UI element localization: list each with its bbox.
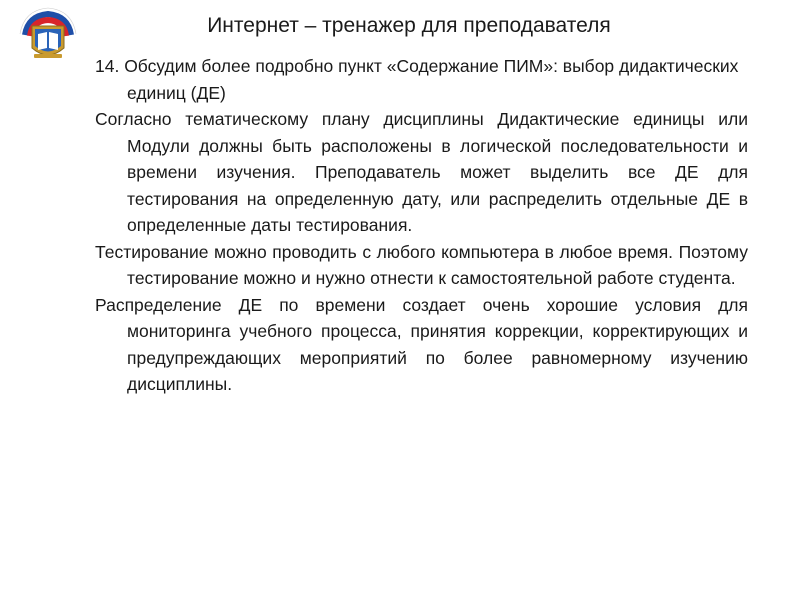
slide-body <box>95 53 748 398</box>
slide-title: Интернет – тренажер для преподавателя <box>207 14 611 37</box>
paragraph-distribution: Распределение ДЕ по времени создает очень хорошие условия для мониторинга учебного процесса, принятия коррекции, корректирующих и предупреждающих мероприятий по более равномерному изучению дисциплины. <box>95 294 748 394</box>
paragraph-item-14: 14. Обсудим более подробно пункт «Содержание ПИМ»: выбор дидактических единиц (ДЕ) <box>95 56 739 103</box>
paragraph-testing-anytime: Тестирование можно проводить с любого компьютера в любое время. Поэтому тестирование можно и нужно отнести к самостоятельной работе студента. <box>95 241 748 288</box>
paragraph-didactic-units: Согласно тематическому плану дисциплины Дидактические единицы или Модули должны быть расположены в логической последовательности и времени изучения. Преподаватель может выделить все ДЕ для тестирования на определенную дату, или распределить отдельные ДЕ в определенные даты тестирования. <box>95 109 748 235</box>
